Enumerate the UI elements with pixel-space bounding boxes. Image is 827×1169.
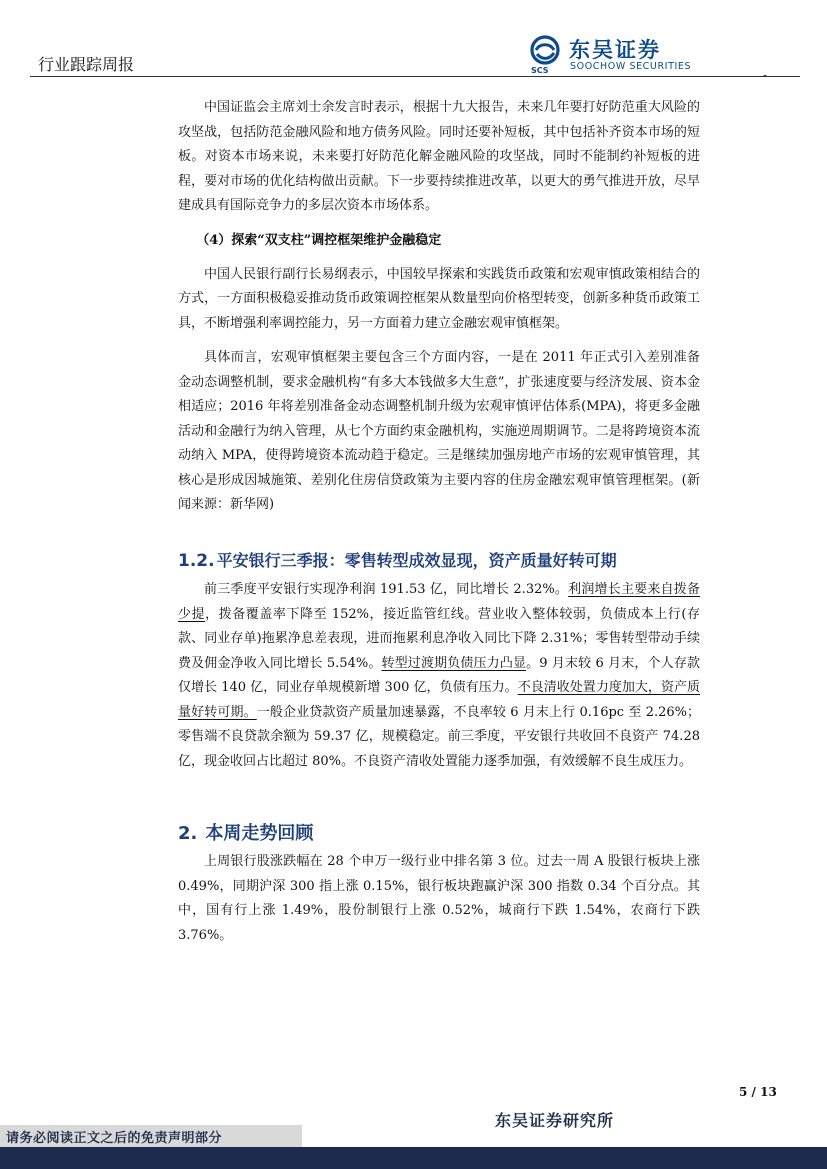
research-institute-name: 东吴证券研究所: [495, 1111, 615, 1130]
text-run: 一般企业贷款资产质量加速暴露，不良率较 6 月末上行 0.16pc 至 2.26%；零售端不良贷款余额为 59.37 亿，规模稳定。前三季度，平安银行共收回不良资产 74.28 亿，现金收回占比超过 80%。不良资产清收处置能力逐季加强，有效缓解不良生成压力。: [178, 704, 700, 769]
paragraph-macroprudential: 具体而言，宏观审慎框架主要包含三个方面内容，一是在 2011 年正式引入差别准备金动态调整机制，要求金融机构“有多大本钱做多大生意”，扩张速度要与经济发展、资本金相适应；2016 年将差别准备金动态调整机制升级为宏观审慎评估体系(MPA)，将更多金融活动和金融行为纳入管理，从七个方面约束金融机构，实施逆周期调节。二是将跨境资本流动纳入 MPA，使得跨境资本流动趋于稳定。三是继续加强房地产市场的宏观审慎管理，其核心是形成因城施策、差别化住房信贷政策为主要内容的住房金融宏观审慎管理框架。(新闻来源：新华网): [178, 350, 700, 512]
paragraph-ping-an: [178, 578, 700, 774]
section-1-2: [178, 548, 700, 784]
paragraph-csrc: 中国证监会主席刘士余发言时表示，根据十九大报告，未来几年要打好防范重大风险的攻坚战，包括防范金融风险和地方债务风险。同时还要补短板，其中包括补齐资本市场的短板。对资本市场来说，未来要打好防范化解金融风险的攻坚战，同时不能制约补短板的进程，要对市场的优化结构做出贡献。下一步要持续推进改革，以更大的勇气推进开放，尽早建成具有国际竞争力的多层次资本市场体系。: [178, 100, 700, 213]
section-1-1-body: [178, 96, 700, 528]
underlined-text: 利润增长主要来自拨备少提: [178, 582, 700, 622]
company-logo: [527, 32, 697, 76]
footer-band: [0, 1147, 827, 1169]
paragraph-pboc: 中国人民银行副行长易纲表示，中国较早探索和实践货币政策和宏观审慎政策相结合的方式，一方面积极稳妥推动货币政策调控框架从数量型向价格型转变，创新多种货币政策工具，不断增强利率调控能力，另一方面着力建立金融宏观审慎框架。: [178, 266, 700, 331]
section-title: 本周走势回顾: [205, 823, 314, 844]
header-dash: -: [763, 68, 768, 82]
text-run: 。9 月末较 6 月末，个人存款仅增长 140 亿，同业存单规模新增 300 亿，负债有压力。: [178, 655, 700, 695]
svg-text:SCS: SCS: [531, 66, 549, 74]
section-2: [178, 820, 700, 958]
logo-chinese-name: 东吴证券: [569, 38, 661, 62]
section-number: 2.: [178, 823, 198, 844]
paragraph-weekly-review: 上周银行股涨跌幅在 28 个申万一级行业中排名第 3 位。过去一周 A 股银行板块上涨 0.49%，同期沪深 300 指上涨 0.15%，银行板块跑赢沪深 300 指数 0.34 个百分点。其中，国有行上涨 1.49%，股份制银行上涨 0.52%，城商行下跌 1.54%，农商行下跌 3.76%。: [178, 854, 700, 943]
underlined-text: 转型过渡期负债压力凸显: [381, 655, 527, 671]
report-type-title: 行业跟踪周报: [38, 55, 135, 74]
scs-logo-icon: [527, 34, 567, 74]
section-number: 1.2.: [178, 551, 215, 571]
page-number: 5 / 13: [739, 1085, 777, 1099]
section-heading-2: [178, 820, 700, 848]
underlined-text: 不良清收处置力度加大，资产质量好转可期。: [178, 680, 700, 720]
text-run: 前三季度平安银行实现净利润 191.53 亿，同比增长 2.32%。: [204, 582, 569, 597]
subsection-heading-4: （4）探索“双支柱”调控框架维护金融稳定: [196, 232, 442, 248]
section-title: 平安银行三季报：零售转型成效显现，资产质量好转可期: [216, 551, 617, 570]
header-divider: [30, 76, 800, 77]
text-run: ，拨备覆盖率下降至 152%，接近监管红线。营业收入整体较弱，负债成本上行(存款、同业存单)拖累净息差表现，进而拖累利息净收入同比下降 2.31%；零售转型带动手续费及佣金净收入同比增长 5.54%。: [178, 606, 700, 671]
section-heading-1-2: [178, 548, 700, 574]
disclaimer-notice: 请务必阅读正文之后的免责声明部分: [6, 1131, 223, 1146]
logo-english-name: SOOCHOW SECURITIES: [570, 61, 692, 72]
